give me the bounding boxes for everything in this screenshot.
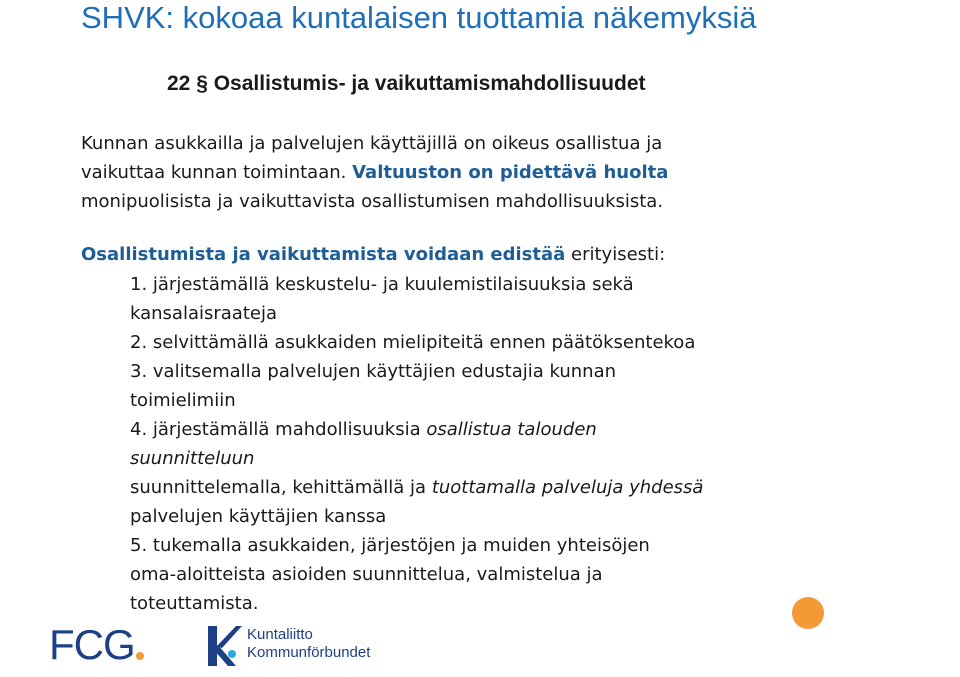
list-italic: suunnitteluun	[130, 448, 255, 469]
intro-paragraph	[81, 129, 941, 216]
paragraph-line: Kunnan asukkailla ja palvelujen käyttäjillä on oikeus osallistua ja	[81, 133, 663, 154]
section-heading: 22 § Osallistumis- ja vaikuttamismahdollisuudet	[167, 72, 646, 95]
intro-text: erityisesti:	[565, 244, 666, 265]
list-item: kansalaisraateja	[130, 303, 277, 324]
kuntaliitto-name: Kuntaliitto	[247, 626, 313, 643]
list-item	[130, 473, 950, 502]
fcg-logo-dot	[136, 652, 144, 660]
list-item: toimielimiin	[130, 390, 236, 411]
list-item: 2. selvittämällä asukkaiden mielipiteitä ennen päätöksentekoa	[130, 332, 696, 353]
list-item	[130, 444, 950, 473]
list-text: suunnittelemalla, kehittämällä ja	[130, 477, 432, 498]
numbered-list	[130, 270, 950, 618]
paragraph-emphasis: Valtuuston on pidettävä huolta	[352, 162, 669, 183]
page-title: SHVK: kokoaa kuntalaisen tuottamia näkemyksiä	[81, 0, 757, 35]
list-item: 3. valitsemalla palvelujen käyttäjien edustajia kunnan	[130, 361, 617, 382]
fcg-logo: FCG	[49, 621, 135, 668]
list-item: 5. tukemalla asukkaiden, järjestöjen ja muiden yhteisöjen	[130, 535, 650, 556]
list-item	[130, 415, 950, 444]
intro-emphasis: Osallistumista ja vaikuttamista voidaan edistää	[81, 244, 566, 265]
list-italic: tuottamalla palveluja yhdessä	[431, 477, 704, 498]
list-item: 1. järjestämällä keskustelu- ja kuulemistilaisuuksia sekä	[130, 274, 634, 295]
paragraph-line: monipuolisista ja vaikuttavista osallistumisen mahdollisuuksista.	[81, 191, 664, 212]
intro-line	[81, 240, 941, 269]
list-text: 4. järjestämällä mahdollisuuksia	[130, 419, 427, 440]
kommunforbundet-name: Kommunförbundet	[247, 644, 371, 661]
kuntaliitto-logo-text	[247, 626, 370, 662]
paragraph-text: vaikuttaa kunnan toimintaan.	[81, 162, 353, 183]
list-item: palvelujen käyttäjien kanssa	[130, 506, 387, 527]
list-intro	[81, 240, 941, 269]
orange-accent-circle	[792, 597, 824, 629]
list-item: toteuttamista.	[130, 593, 259, 614]
list-item: oma-aloitteista asioiden suunnittelua, valmistelua ja	[130, 564, 603, 585]
footer-logos	[44, 620, 374, 670]
list-italic: osallistua talouden	[426, 419, 597, 440]
kuntaliitto-k-icon	[204, 624, 242, 668]
paragraph-line	[81, 158, 941, 187]
